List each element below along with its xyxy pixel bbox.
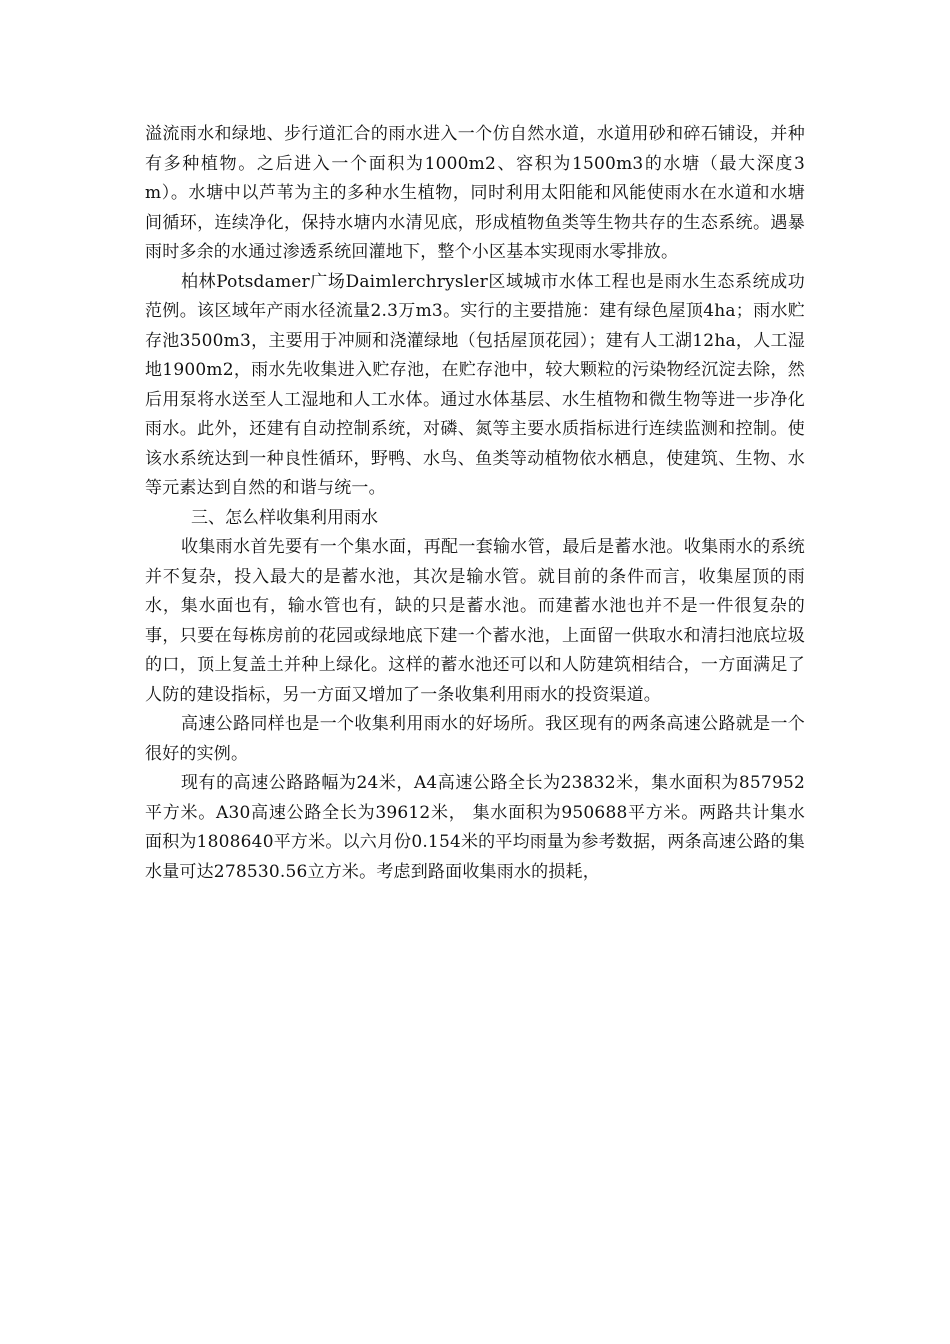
paragraph-berlin-example: 柏林Potsdamer广场Daimlerchrysler区域城市水体工程也是雨水生态系统成功范例。该区域年产雨水径流量2.3万m3。实行的主要措施：建有绿色屋顶4ha；雨水贮存池3500m3，主要用于冲厕和浇灌绿地（包括屋顶花园）；建有人工湖12ha，人工湿地1900m2，雨水先收集进入贮存池，在贮存池中，较大颗粒的污染物经沉淀去除，然后用泵将水送至人工湿地和人工水体。通过水体基层、水生植物和微生物等进一步净化雨水。此外，还建有自动控制系统，对磷、氮等主要水质指标进行连续监测和控制。使该水系统达到一种良性循环，野鸭、水鸟、鱼类等动植物依水栖息，使建筑、生物、水等元素达到自然的和谐与统一。: [145, 271, 805, 498]
section-heading: 三、怎么样收集利用雨水: [191, 507, 378, 528]
document-body: [145, 120, 805, 887]
paragraph-highway-data: 现有的高速公路路幅为24米，A4高速公路全长为23832米，集水面积为857952平方米。A30高速公路全长为39612米， 集水面积为950688平方米。两路共计集水面积为1808640平方米。以六月份0.154米的平均雨量为参考数据，两条高速公路的集水量可达278530.56立方米。考虑到路面收集雨水的损耗，: [145, 773, 805, 882]
paragraph-highway-intro: 高速公路同样也是一个收集利用雨水的好场所。我区现有的两条高速公路就是一个很好的实例。: [145, 714, 805, 764]
paragraph-collection-method: 收集雨水首先要有一个集水面，再配一套输水管，最后是蓄水池。收集雨水的系统并不复杂，投入最大的是蓄水池，其次是输水管。就目前的条件而言，收集屋顶的雨水，集水面也有，输水管也有，缺的只是蓄水池。而建蓄水池也并不是一件很复杂的事，只要在每栋房前的花园或绿地底下建一个蓄水池，上面留一供取水和清扫池底垃圾的口，顶上复盖土并种上绿化。这样的蓄水池还可以和人防建筑相结合，一方面满足了人防的建设指标，另一方面又增加了一条收集利用雨水的投资渠道。: [145, 537, 805, 705]
paragraph-pond-system: 溢流雨水和绿地、步行道汇合的雨水进入一个仿自然水道，水道用砂和碎石铺设，并种有多种植物。之后进入一个面积为1000m2、容积为1500m3的水塘（最大深度3m）。水塘中以芦苇为主的多种水生植物，同时利用太阳能和风能使雨水在水道和水塘间循环，连续净化，保持水塘内水清见底，形成植物鱼类等生物共存的生态系统。遇暴雨时多余的水通过渗透系统回灌地下，整个小区基本实现雨水零排放。: [145, 124, 805, 262]
